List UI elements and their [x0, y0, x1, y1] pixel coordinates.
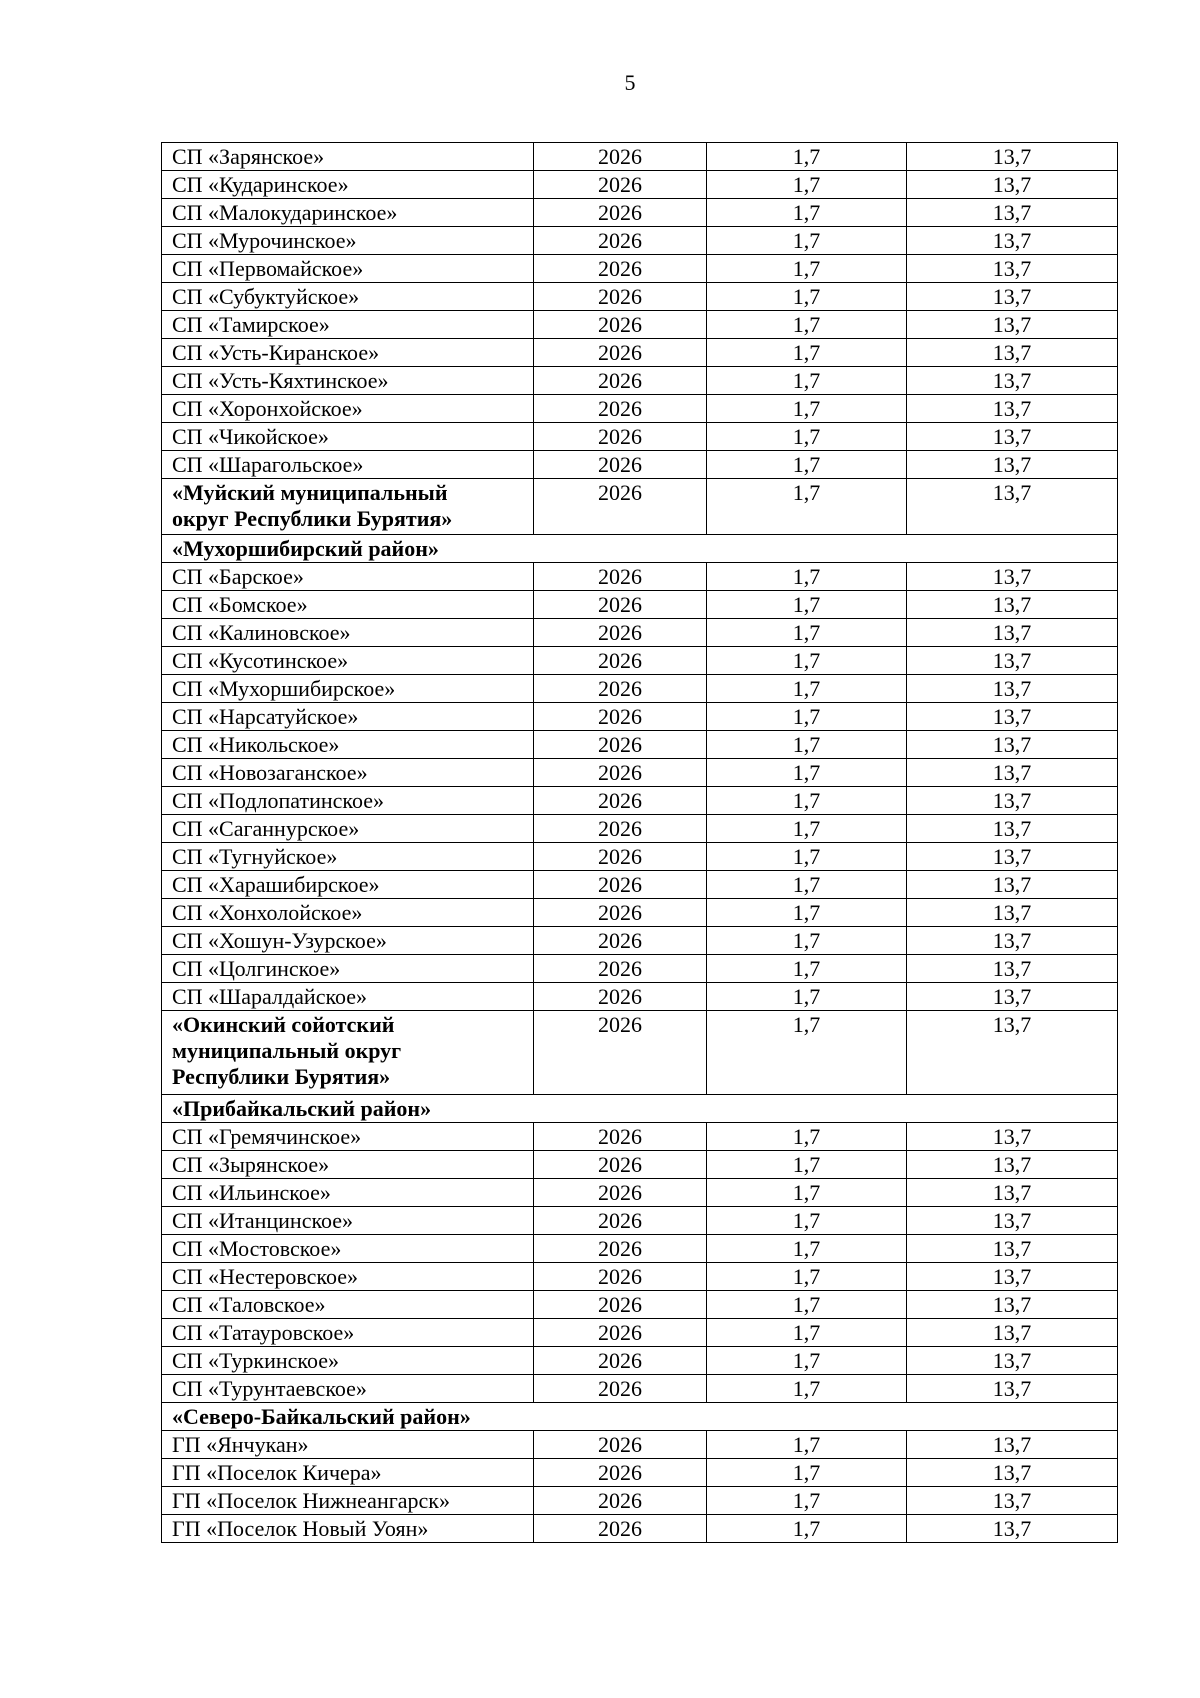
table-row	[162, 899, 1118, 927]
settlement-name-line: муниципальный округ	[172, 1038, 402, 1063]
settlement-name-cell: СП «Шаралдайское»	[162, 983, 534, 1011]
settlement-name-cell	[162, 1011, 534, 1095]
settlement-name-cell: СП «Тамирское»	[162, 311, 534, 339]
value-1-cell: 1,7	[707, 1487, 907, 1515]
value-2-cell: 13,7	[907, 1263, 1118, 1291]
value-1-cell: 1,7	[707, 647, 907, 675]
year-cell: 2026	[534, 199, 707, 227]
municipality-row	[162, 1011, 1118, 1095]
value-2-cell: 13,7	[907, 1375, 1118, 1403]
table-body	[162, 143, 1118, 1543]
year-cell: 2026	[534, 899, 707, 927]
year-cell: 2026	[534, 675, 707, 703]
settlement-name-cell: ГП «Поселок Новый Уоян»	[162, 1515, 534, 1543]
table-row	[162, 843, 1118, 871]
value-1-cell: 1,7	[707, 451, 907, 479]
value-2-cell: 13,7	[907, 591, 1118, 619]
value-1-cell: 1,7	[707, 1151, 907, 1179]
year-cell: 2026	[534, 731, 707, 759]
table-row	[162, 983, 1118, 1011]
settlement-name-cell: СП «Чикойское»	[162, 423, 534, 451]
settlement-name-cell: СП «Новозаганское»	[162, 759, 534, 787]
settlement-name-cell: СП «Тугнуйское»	[162, 843, 534, 871]
settlement-name-cell: СП «Малокударинское»	[162, 199, 534, 227]
table-row	[162, 451, 1118, 479]
settlement-name-cell: СП «Барское»	[162, 563, 534, 591]
value-2-cell: 13,7	[907, 451, 1118, 479]
table-row	[162, 619, 1118, 647]
value-1-cell: 1,7	[707, 675, 907, 703]
value-1-cell: 1,7	[707, 1179, 907, 1207]
table-row	[162, 1235, 1118, 1263]
value-2-cell: 13,7	[907, 955, 1118, 983]
table-row	[162, 199, 1118, 227]
table-row	[162, 675, 1118, 703]
table-row	[162, 563, 1118, 591]
settlement-name-cell: СП «Хонхолойское»	[162, 899, 534, 927]
value-1-cell: 1,7	[707, 199, 907, 227]
settlement-name-cell: СП «Усть-Киранское»	[162, 339, 534, 367]
value-1-cell: 1,7	[707, 843, 907, 871]
settlement-name-cell: СП «Саганнурское»	[162, 815, 534, 843]
year-cell: 2026	[534, 395, 707, 423]
settlement-name-cell: ГП «Поселок Нижнеангарск»	[162, 1487, 534, 1515]
year-cell: 2026	[534, 955, 707, 983]
table-row	[162, 311, 1118, 339]
value-1-cell: 1,7	[707, 479, 907, 535]
table-row	[162, 1179, 1118, 1207]
table-row	[162, 787, 1118, 815]
municipality-row	[162, 479, 1118, 535]
value-2-cell: 13,7	[907, 759, 1118, 787]
table-row	[162, 1431, 1118, 1459]
value-2-cell: 13,7	[907, 731, 1118, 759]
settlement-name-line: округ Республики Бурятия»	[172, 506, 453, 531]
value-1-cell: 1,7	[707, 899, 907, 927]
year-cell: 2026	[534, 563, 707, 591]
table-row	[162, 955, 1118, 983]
settlement-name-cell: СП «Гремячинское»	[162, 1123, 534, 1151]
year-cell: 2026	[534, 703, 707, 731]
value-2-cell: 13,7	[907, 227, 1118, 255]
value-2-cell: 13,7	[907, 1459, 1118, 1487]
value-2-cell: 13,7	[907, 1487, 1118, 1515]
year-cell: 2026	[534, 843, 707, 871]
value-1-cell: 1,7	[707, 1011, 907, 1095]
settlement-name-cell: СП «Нестеровское»	[162, 1263, 534, 1291]
value-2-cell: 13,7	[907, 1235, 1118, 1263]
year-cell: 2026	[534, 1375, 707, 1403]
table-row	[162, 927, 1118, 955]
year-cell: 2026	[534, 619, 707, 647]
section-title: «Мухоршибирский район»	[162, 535, 1118, 563]
settlement-name-line: «Окинский сойотский	[172, 1012, 395, 1037]
value-2-cell: 13,7	[907, 1347, 1118, 1375]
year-cell: 2026	[534, 759, 707, 787]
year-cell: 2026	[534, 1347, 707, 1375]
value-2-cell: 13,7	[907, 255, 1118, 283]
value-2-cell: 13,7	[907, 983, 1118, 1011]
table-row	[162, 1263, 1118, 1291]
year-cell: 2026	[534, 1235, 707, 1263]
value-1-cell: 1,7	[707, 787, 907, 815]
year-cell: 2026	[534, 283, 707, 311]
year-cell: 2026	[534, 1291, 707, 1319]
value-2-cell: 13,7	[907, 871, 1118, 899]
settlement-name-cell: СП «Субуктуйское»	[162, 283, 534, 311]
year-cell: 2026	[534, 1515, 707, 1543]
value-2-cell: 13,7	[907, 1123, 1118, 1151]
year-cell: 2026	[534, 311, 707, 339]
year-cell: 2026	[534, 143, 707, 171]
value-2-cell: 13,7	[907, 1431, 1118, 1459]
value-2-cell: 13,7	[907, 199, 1118, 227]
settlement-name-cell: СП «Мостовское»	[162, 1235, 534, 1263]
value-2-cell: 13,7	[907, 283, 1118, 311]
value-1-cell: 1,7	[707, 1207, 907, 1235]
year-cell: 2026	[534, 1207, 707, 1235]
table-row	[162, 255, 1118, 283]
value-2-cell: 13,7	[907, 563, 1118, 591]
table-row	[162, 367, 1118, 395]
table-row	[162, 1487, 1118, 1515]
value-2-cell: 13,7	[907, 143, 1118, 171]
year-cell: 2026	[534, 367, 707, 395]
value-1-cell: 1,7	[707, 1431, 907, 1459]
value-1-cell: 1,7	[707, 255, 907, 283]
settlement-name-cell: СП «Бомское»	[162, 591, 534, 619]
settlement-name-cell: СП «Усть-Кяхтинское»	[162, 367, 534, 395]
settlement-name-cell: СП «Зырянское»	[162, 1151, 534, 1179]
value-1-cell: 1,7	[707, 759, 907, 787]
value-1-cell: 1,7	[707, 311, 907, 339]
year-cell: 2026	[534, 1011, 707, 1095]
value-1-cell: 1,7	[707, 1375, 907, 1403]
year-cell: 2026	[534, 1151, 707, 1179]
section-row	[162, 535, 1118, 563]
year-cell: 2026	[534, 787, 707, 815]
year-cell: 2026	[534, 1487, 707, 1515]
value-2-cell: 13,7	[907, 479, 1118, 535]
settlement-name-cell: СП «Туркинское»	[162, 1347, 534, 1375]
year-cell: 2026	[534, 983, 707, 1011]
value-2-cell: 13,7	[907, 787, 1118, 815]
table-row	[162, 1291, 1118, 1319]
settlement-name-cell: СП «Хошун-Узурское»	[162, 927, 534, 955]
page-number: 5	[624, 70, 636, 95]
value-2-cell: 13,7	[907, 171, 1118, 199]
table-row	[162, 1515, 1118, 1543]
table-row	[162, 1151, 1118, 1179]
value-1-cell: 1,7	[707, 395, 907, 423]
value-2-cell: 13,7	[907, 1179, 1118, 1207]
value-2-cell: 13,7	[907, 1011, 1118, 1095]
settlement-name-cell: СП «Таловское»	[162, 1291, 534, 1319]
value-1-cell: 1,7	[707, 619, 907, 647]
settlement-name-cell: СП «Нарсатуйское»	[162, 703, 534, 731]
settlement-name-line: «Муйский муниципальный	[172, 480, 448, 505]
year-cell: 2026	[534, 451, 707, 479]
table-row	[162, 395, 1118, 423]
value-2-cell: 13,7	[907, 339, 1118, 367]
table-row	[162, 591, 1118, 619]
settlement-name-cell: СП «Первомайское»	[162, 255, 534, 283]
value-1-cell: 1,7	[707, 563, 907, 591]
year-cell: 2026	[534, 1263, 707, 1291]
value-2-cell: 13,7	[907, 619, 1118, 647]
value-2-cell: 13,7	[907, 703, 1118, 731]
value-1-cell: 1,7	[707, 1459, 907, 1487]
settlement-name-cell: СП «Шарагольское»	[162, 451, 534, 479]
table-row	[162, 1347, 1118, 1375]
settlement-name-cell: СП «Татауровское»	[162, 1319, 534, 1347]
value-1-cell: 1,7	[707, 143, 907, 171]
year-cell: 2026	[534, 423, 707, 451]
value-1-cell: 1,7	[707, 983, 907, 1011]
section-title: «Прибайкальский район»	[162, 1095, 1118, 1123]
settlement-name-cell: СП «Турунтаевское»	[162, 1375, 534, 1403]
value-2-cell: 13,7	[907, 1319, 1118, 1347]
year-cell: 2026	[534, 1179, 707, 1207]
value-2-cell: 13,7	[907, 423, 1118, 451]
section-title: «Северо-Байкальский район»	[162, 1403, 1118, 1431]
data-table	[161, 142, 1118, 1543]
settlement-name-cell: СП «Зарянское»	[162, 143, 534, 171]
year-cell: 2026	[534, 1459, 707, 1487]
settlement-name-cell: ГП «Поселок Кичера»	[162, 1459, 534, 1487]
value-2-cell: 13,7	[907, 1151, 1118, 1179]
value-1-cell: 1,7	[707, 367, 907, 395]
settlement-name-cell: ГП «Янчукан»	[162, 1431, 534, 1459]
settlement-name-cell: СП «Хоронхойское»	[162, 395, 534, 423]
table-row	[162, 171, 1118, 199]
year-cell: 2026	[534, 339, 707, 367]
value-2-cell: 13,7	[907, 843, 1118, 871]
settlement-name-line: Республики Бурятия»	[172, 1064, 391, 1089]
year-cell: 2026	[534, 171, 707, 199]
value-2-cell: 13,7	[907, 1207, 1118, 1235]
year-cell: 2026	[534, 1123, 707, 1151]
value-1-cell: 1,7	[707, 731, 907, 759]
table-row	[162, 759, 1118, 787]
settlement-name-cell: СП «Цолгинское»	[162, 955, 534, 983]
settlement-name-cell: СП «Подлопатинское»	[162, 787, 534, 815]
year-cell: 2026	[534, 591, 707, 619]
value-1-cell: 1,7	[707, 591, 907, 619]
value-1-cell: 1,7	[707, 423, 907, 451]
settlement-name-cell	[162, 479, 534, 535]
table-row	[162, 1207, 1118, 1235]
table-row	[162, 423, 1118, 451]
value-2-cell: 13,7	[907, 899, 1118, 927]
table-row	[162, 703, 1118, 731]
value-1-cell: 1,7	[707, 1515, 907, 1543]
settlement-name-cell: СП «Мурочинское»	[162, 227, 534, 255]
table-row	[162, 227, 1118, 255]
value-2-cell: 13,7	[907, 367, 1118, 395]
year-cell: 2026	[534, 815, 707, 843]
table-row	[162, 339, 1118, 367]
year-cell: 2026	[534, 1431, 707, 1459]
value-2-cell: 13,7	[907, 815, 1118, 843]
value-1-cell: 1,7	[707, 1235, 907, 1263]
settlement-name-cell: СП «Итанцинское»	[162, 1207, 534, 1235]
settlement-name-cell: СП «Кусотинское»	[162, 647, 534, 675]
value-1-cell: 1,7	[707, 283, 907, 311]
value-2-cell: 13,7	[907, 1291, 1118, 1319]
table-row	[162, 143, 1118, 171]
value-1-cell: 1,7	[707, 1263, 907, 1291]
section-row	[162, 1403, 1118, 1431]
settlement-name-cell: СП «Калиновское»	[162, 619, 534, 647]
value-2-cell: 13,7	[907, 647, 1118, 675]
value-1-cell: 1,7	[707, 703, 907, 731]
value-1-cell: 1,7	[707, 1319, 907, 1347]
value-1-cell: 1,7	[707, 1123, 907, 1151]
year-cell: 2026	[534, 479, 707, 535]
value-2-cell: 13,7	[907, 927, 1118, 955]
year-cell: 2026	[534, 1319, 707, 1347]
value-1-cell: 1,7	[707, 1291, 907, 1319]
value-1-cell: 1,7	[707, 815, 907, 843]
value-1-cell: 1,7	[707, 955, 907, 983]
value-1-cell: 1,7	[707, 1347, 907, 1375]
settlement-name-cell: СП «Ильинское»	[162, 1179, 534, 1207]
value-1-cell: 1,7	[707, 927, 907, 955]
table-row	[162, 731, 1118, 759]
table-row	[162, 1123, 1118, 1151]
year-cell: 2026	[534, 227, 707, 255]
settlement-name-cell: СП «Харашибирское»	[162, 871, 534, 899]
year-cell: 2026	[534, 255, 707, 283]
table-row	[162, 1319, 1118, 1347]
table-row	[162, 1459, 1118, 1487]
table-row	[162, 1375, 1118, 1403]
value-2-cell: 13,7	[907, 395, 1118, 423]
value-1-cell: 1,7	[707, 339, 907, 367]
section-row	[162, 1095, 1118, 1123]
table-row	[162, 647, 1118, 675]
year-cell: 2026	[534, 647, 707, 675]
value-2-cell: 13,7	[907, 1515, 1118, 1543]
table-row	[162, 815, 1118, 843]
value-1-cell: 1,7	[707, 171, 907, 199]
table-row	[162, 871, 1118, 899]
settlement-name-cell: СП «Мухоршибирское»	[162, 675, 534, 703]
table-row	[162, 283, 1118, 311]
year-cell: 2026	[534, 871, 707, 899]
value-1-cell: 1,7	[707, 227, 907, 255]
year-cell: 2026	[534, 927, 707, 955]
settlement-name-cell: СП «Никольское»	[162, 731, 534, 759]
value-2-cell: 13,7	[907, 675, 1118, 703]
value-1-cell: 1,7	[707, 871, 907, 899]
settlement-name-cell: СП «Кударинское»	[162, 171, 534, 199]
value-2-cell: 13,7	[907, 311, 1118, 339]
